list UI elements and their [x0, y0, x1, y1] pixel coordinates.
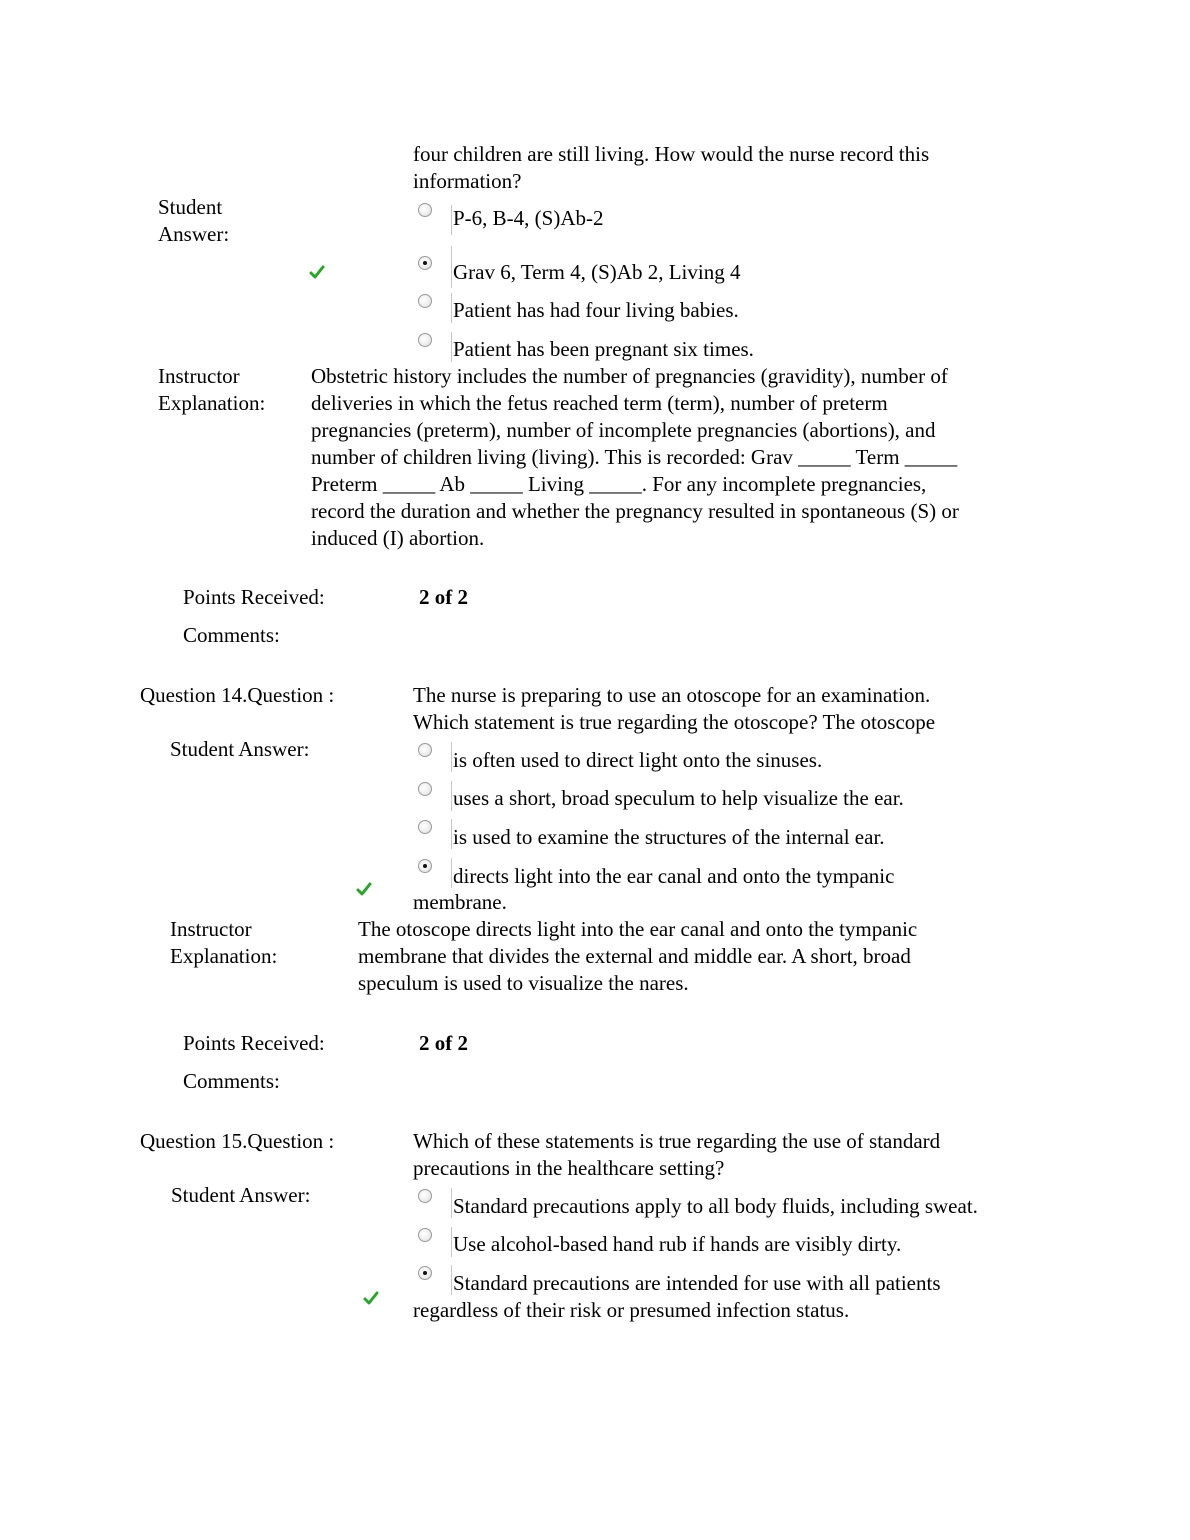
- check-mark-icon: [356, 881, 372, 897]
- explanation-line: number of children living (living). This is recorded: Grav _____ Term _____: [311, 445, 958, 469]
- q13-explanation: [311, 363, 959, 552]
- question-line: Which statement is true regarding the otoscope? The otoscope: [413, 710, 936, 734]
- q15-option-1: Standard precautions apply to all body fluids, including sweat.: [453, 1194, 978, 1218]
- option-divider: [451, 293, 452, 323]
- q15-option-3-wrap: regardless of their risk or presumed infection status.: [413, 1298, 850, 1322]
- q13-option-3: Patient has had four living babies.: [453, 298, 739, 322]
- q14-option-1: is often used to direct light onto the sinuses.: [453, 748, 823, 772]
- label-line: Instructor: [158, 364, 240, 388]
- radio-button-icon[interactable]: [418, 820, 432, 834]
- q14-points-value: [419, 1030, 468, 1057]
- check-mark-icon: [309, 264, 325, 280]
- points-value: 2 of 2: [419, 585, 468, 609]
- option-divider: [451, 1265, 452, 1295]
- explanation-line: Preterm _____ Ab _____ Living _____. For any incomplete pregnancies,: [311, 472, 927, 496]
- explanation-line: Obstetric history includes the number of pregnancies (gravidity), number of: [311, 364, 948, 388]
- q13-explanation-label: [158, 363, 265, 417]
- radio-button-icon[interactable]: [418, 1189, 432, 1203]
- q13-question-line: four children are still living. How would the nurse record this: [413, 142, 930, 166]
- radio-button-icon[interactable]: [418, 294, 432, 308]
- question-line: precautions in the healthcare setting?: [413, 1156, 725, 1180]
- q13-points-value: [419, 584, 468, 611]
- label-line: Explanation:: [158, 391, 266, 415]
- label-line: Student: [158, 195, 223, 219]
- option-divider: [451, 858, 452, 888]
- q14-explanation: [358, 916, 917, 997]
- radio-button-icon[interactable]: [418, 256, 432, 270]
- explanation-line: deliveries in which the fetus reached term (term), number of preterm: [311, 391, 888, 415]
- q13-comments-label: Comments:: [183, 623, 280, 647]
- radio-button-icon[interactable]: [418, 859, 432, 873]
- option-divider: [451, 742, 452, 772]
- q13-question-line: information?: [413, 169, 522, 193]
- q15-question-label: Question 15.Question :: [140, 1129, 335, 1153]
- radio-button-icon[interactable]: [418, 203, 432, 217]
- explanation-line: The otoscope directs light into the ear canal and onto the tympanic: [358, 917, 918, 941]
- option-divider: [451, 781, 452, 811]
- explanation-line: membrane that divides the external and middle ear. A short, broad: [358, 944, 911, 968]
- question-line: Which of these statements is true regarding the use of standard: [413, 1129, 941, 1153]
- q14-points-label: Points Received:: [183, 1031, 325, 1055]
- points-value: 2 of 2: [419, 1031, 468, 1055]
- radio-button-icon[interactable]: [418, 1266, 432, 1280]
- q13-option-4: Patient has been pregnant six times.: [453, 337, 754, 361]
- q15-option-2: Use alcohol-based hand rub if hands are visibly dirty.: [453, 1232, 902, 1256]
- q14-option-4: directs light into the ear canal and onto the tympanic: [453, 864, 895, 888]
- q15-student-answer-label: Student Answer:: [171, 1183, 311, 1207]
- explanation-line: pregnancies (preterm), number of incomplete pregnancies (abortions), and: [311, 418, 936, 442]
- radio-button-icon[interactable]: [418, 1228, 432, 1242]
- q14-comments-label: Comments:: [183, 1069, 280, 1093]
- q14-student-answer-label: Student Answer:: [170, 737, 310, 761]
- option-divider: [451, 1188, 452, 1218]
- option-divider: [451, 1227, 452, 1257]
- q14-option-3: is used to examine the structures of the internal ear.: [453, 825, 885, 849]
- explanation-line: record the duration and whether the pregnancy resulted in spontaneous (S) or: [311, 499, 959, 523]
- option-divider: [451, 246, 452, 288]
- option-divider: [451, 819, 452, 849]
- label-line: Instructor: [170, 917, 252, 941]
- q15-option-3: Standard precautions are intended for use with all patients: [453, 1271, 941, 1295]
- radio-button-icon[interactable]: [418, 743, 432, 757]
- explanation-line: speculum is used to visualize the nares.: [358, 971, 689, 995]
- q14-option-2: uses a short, broad speculum to help visualize the ear.: [453, 786, 904, 810]
- q14-explanation-label: [170, 916, 277, 970]
- option-divider: [451, 332, 452, 362]
- radio-button-icon[interactable]: [418, 782, 432, 796]
- q14-question-text: [413, 682, 935, 736]
- label-line: Answer:: [158, 222, 230, 246]
- explanation-line: induced (I) abortion.: [311, 526, 485, 550]
- q14-question-label: Question 14.Question :: [140, 683, 335, 707]
- q13-option-1: P-6, B-4, (S)Ab-2: [453, 206, 604, 230]
- option-divider: [451, 205, 452, 235]
- q13-option-2: Grav 6, Term 4, (S)Ab 2, Living 4: [453, 260, 741, 284]
- label-line: Explanation:: [170, 944, 278, 968]
- check-mark-icon: [363, 1290, 379, 1306]
- q15-question-text: [413, 1128, 940, 1182]
- q14-option-4-wrap: membrane.: [413, 890, 507, 914]
- q13-student-answer-label: [158, 194, 229, 248]
- q13-question-tail: [413, 141, 929, 195]
- radio-button-icon[interactable]: [418, 333, 432, 347]
- question-line: The nurse is preparing to use an otoscope for an examination.: [413, 683, 931, 707]
- q13-points-label: Points Received:: [183, 585, 325, 609]
